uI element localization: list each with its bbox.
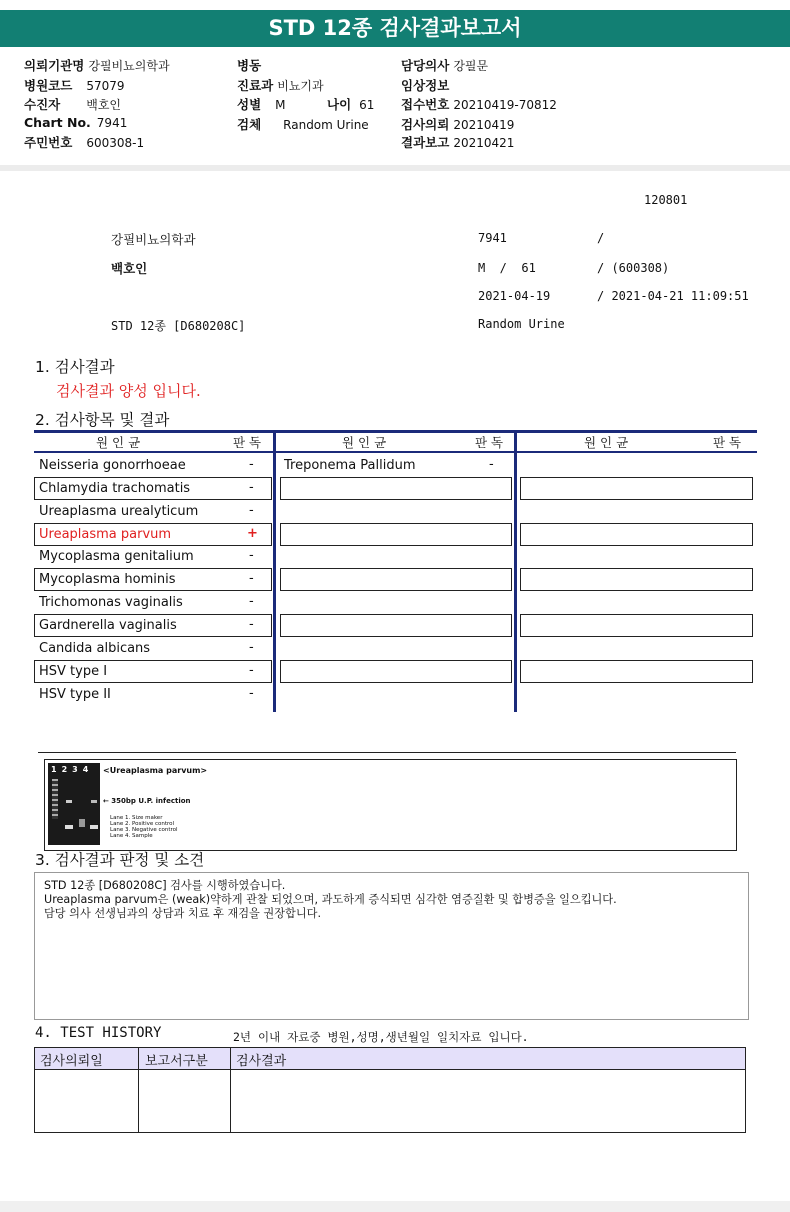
pathogen-name: Trichomonas vaginalis — [39, 595, 183, 610]
header-label: 담당의사 — [401, 58, 450, 73]
table-col-divider — [273, 430, 276, 712]
col-header-judge: 판 독 — [233, 435, 262, 450]
pathogen-result-positive: + — [247, 526, 258, 541]
pathogen-result: - — [249, 663, 254, 678]
opinion-box — [34, 872, 749, 1020]
pathogen-result: - — [249, 617, 254, 632]
header-label: 병원코드 — [24, 78, 73, 93]
header-patient — [24, 95, 121, 113]
pathogen-result: - — [249, 503, 254, 518]
gel-legend-item: Lane 3. Negative control — [110, 827, 178, 833]
gel-band — [90, 825, 98, 829]
gel-band — [91, 800, 97, 803]
header-sex — [237, 95, 286, 113]
header-clinical-info — [401, 76, 453, 94]
gel-legend-item: Lane 4. Sample — [110, 833, 153, 839]
history-col-divider — [138, 1048, 139, 1132]
info-chart: 7941 — [478, 231, 507, 245]
pathogen-result: - — [249, 548, 254, 563]
header-value: 600308-1 — [86, 136, 145, 150]
header-value: 20210421 — [453, 136, 515, 150]
pathogen-name: Chlamydia trachomatis — [39, 481, 191, 496]
gel-band — [79, 819, 85, 827]
gel-band-label: ← 350bp U.P. infection — [103, 797, 191, 805]
gel-lane-number: 4 — [82, 765, 94, 774]
opinion-line: STD 12종 [D680208C] 검사를 시행하였습니다. — [44, 879, 286, 892]
history-header-row — [35, 1048, 745, 1070]
row-box — [520, 660, 753, 683]
gel-image — [48, 763, 100, 845]
header-label: 나이 — [327, 97, 352, 112]
header-label: 접수번호 — [401, 97, 450, 112]
header-value: 강필비뇨의학과 — [88, 59, 170, 73]
row-box — [280, 568, 512, 591]
info-receive-date: 2021-04-19 — [478, 289, 551, 303]
row-box — [520, 523, 753, 546]
gel-top-rule — [38, 752, 736, 753]
gel-band — [66, 800, 72, 803]
info-hospital: 강필비뇨의학과 — [111, 232, 196, 247]
header-label: Chart No. — [24, 115, 91, 130]
header-value: 강필문 — [453, 59, 489, 73]
history-table — [34, 1047, 746, 1133]
col-header-judge: 판 독 — [475, 435, 504, 450]
history-col-divider — [230, 1048, 231, 1132]
header-value: 20210419-70812 — [453, 98, 557, 112]
report-code: 120801 — [644, 193, 688, 207]
pathogen-name: Neisseria gonorrhoeae — [39, 458, 186, 473]
header-label: 검체 — [237, 117, 262, 132]
header-hospital — [24, 56, 170, 74]
pathogen-name: Ureaplasma urealyticum — [39, 504, 199, 519]
row-box — [520, 568, 753, 591]
pathogen-result: - — [249, 571, 254, 586]
gel-band — [65, 825, 73, 829]
pathogen-result: - — [249, 457, 254, 472]
header-value: 비뇨기과 — [277, 79, 324, 93]
col-header-pathogen: 원 인 균 — [584, 435, 629, 450]
gel-lane-number: 2 — [61, 765, 73, 774]
info-sex-age: M / 61 — [478, 261, 536, 275]
gel-title: <Ureaplasma parvum> — [103, 766, 208, 775]
info-patient: 백호인 — [111, 261, 148, 276]
pathogen-result: - — [249, 686, 254, 701]
section1-heading: 1. 검사결과 — [35, 358, 115, 376]
header-value: Random Urine — [283, 118, 369, 132]
header-label: 수진자 — [24, 97, 61, 112]
header-specimen — [237, 115, 369, 133]
header-label: 의뢰기관명 — [24, 58, 85, 73]
col-header-judge: 판 독 — [713, 435, 742, 450]
header-chart-no — [24, 115, 127, 130]
col-header-pathogen: 원 인 균 — [96, 435, 141, 450]
row-box — [280, 477, 512, 500]
header-value: 57079 — [86, 79, 125, 93]
section1-result: 검사결과 양성 입니다. — [56, 382, 201, 400]
row-box — [280, 660, 512, 683]
report-header — [0, 50, 790, 166]
pathogen-name: Mycoplasma hominis — [39, 572, 176, 587]
pathogen-name: Candida albicans — [39, 641, 151, 656]
pathogen-name: HSV type I — [39, 664, 108, 679]
header-divider — [0, 165, 790, 171]
header-doctor — [401, 56, 488, 74]
gel-ladder — [52, 779, 58, 819]
gel-lane-number: 3 — [72, 765, 83, 774]
pathogen-result: - — [489, 457, 494, 472]
gel-legend-item: Lane 2. Positive control — [110, 821, 175, 827]
pathogen-result: - — [249, 640, 254, 655]
header-label: 성별 — [237, 97, 262, 112]
info-report-datetime: / 2021-04-21 11:09:51 — [597, 289, 749, 303]
info-id: / (600308) — [597, 261, 670, 275]
gel-lane-number: 1 — [51, 765, 62, 774]
pathogen-name: Treponema Pallidum — [284, 458, 416, 473]
header-value: M — [275, 98, 286, 112]
header-hospital-code — [24, 76, 125, 94]
history-col-report-type: 보고서구분 — [145, 1054, 208, 1069]
section4-heading: 4. TEST HISTORY — [35, 1025, 162, 1041]
header-value: 백호인 — [86, 98, 122, 112]
info-specimen: Random Urine — [478, 317, 565, 331]
row-box — [280, 523, 512, 546]
header-value: 61 — [359, 98, 375, 112]
pathogen-name: HSV type II — [39, 687, 111, 702]
pathogen-name: Mycoplasma genitalium — [39, 549, 194, 564]
row-box — [520, 614, 753, 637]
header-age — [327, 95, 374, 113]
history-col-request-date: 검사의뢰일 — [40, 1054, 103, 1069]
gel-legend — [110, 815, 178, 839]
header-request-date — [401, 115, 514, 133]
section2-heading: 2. 검사항목 및 결과 — [35, 411, 170, 429]
report-title: STD 12종 검사결과보고서 — [0, 10, 790, 47]
header-report-date — [401, 133, 514, 151]
col-header-pathogen: 원 인 균 — [342, 435, 387, 450]
header-label: 결과보고 — [401, 135, 450, 150]
header-resident-no — [24, 133, 144, 151]
header-label: 병동 — [237, 58, 262, 73]
row-box — [280, 614, 512, 637]
pathogen-name-positive: Ureaplasma parvum — [39, 527, 172, 542]
pathogen-result: - — [249, 480, 254, 495]
info-test-name: STD 12종 [D680208C] — [111, 319, 246, 333]
opinion-text — [44, 879, 617, 921]
section3-heading: 3. 검사결과 판정 및 소견 — [35, 851, 205, 869]
table-top-rule — [34, 430, 757, 433]
info-slash: / — [597, 231, 605, 245]
opinion-line: Ureaplasma parvum은 (weak)약하게 관찰 되었으며, 과도하게 증식되면 심각한 염증질환 및 합병증을 일으킵니다. — [44, 893, 617, 906]
header-value: 7941 — [96, 116, 128, 130]
header-label: 주민번호 — [24, 135, 73, 150]
history-col-result: 검사결과 — [236, 1054, 287, 1069]
pathogen-name: Gardnerella vaginalis — [39, 618, 177, 633]
table-col-divider — [514, 430, 517, 712]
header-receipt-no — [401, 95, 557, 113]
header-value: 20210419 — [453, 118, 515, 132]
header-label: 진료과 — [237, 78, 274, 93]
header-label: 검사의뢰 — [401, 117, 450, 132]
section4-note: 2년 이내 자료중 병원,성명,생년월일 일치자료 입니다. — [233, 1030, 529, 1044]
gel-legend-item: Lane 1. Size maker — [110, 815, 163, 821]
table-header-rule — [34, 451, 757, 453]
header-ward — [237, 56, 265, 74]
row-box — [520, 477, 753, 500]
pathogen-result: - — [249, 594, 254, 609]
gel-lane-numbers — [51, 765, 93, 774]
header-department — [237, 76, 324, 94]
opinion-line: 담당 의사 선생님과의 상담과 치료 후 재검을 권장합니다. — [44, 907, 322, 920]
header-label: 임상정보 — [401, 78, 450, 93]
page-footer-band — [0, 1201, 790, 1212]
